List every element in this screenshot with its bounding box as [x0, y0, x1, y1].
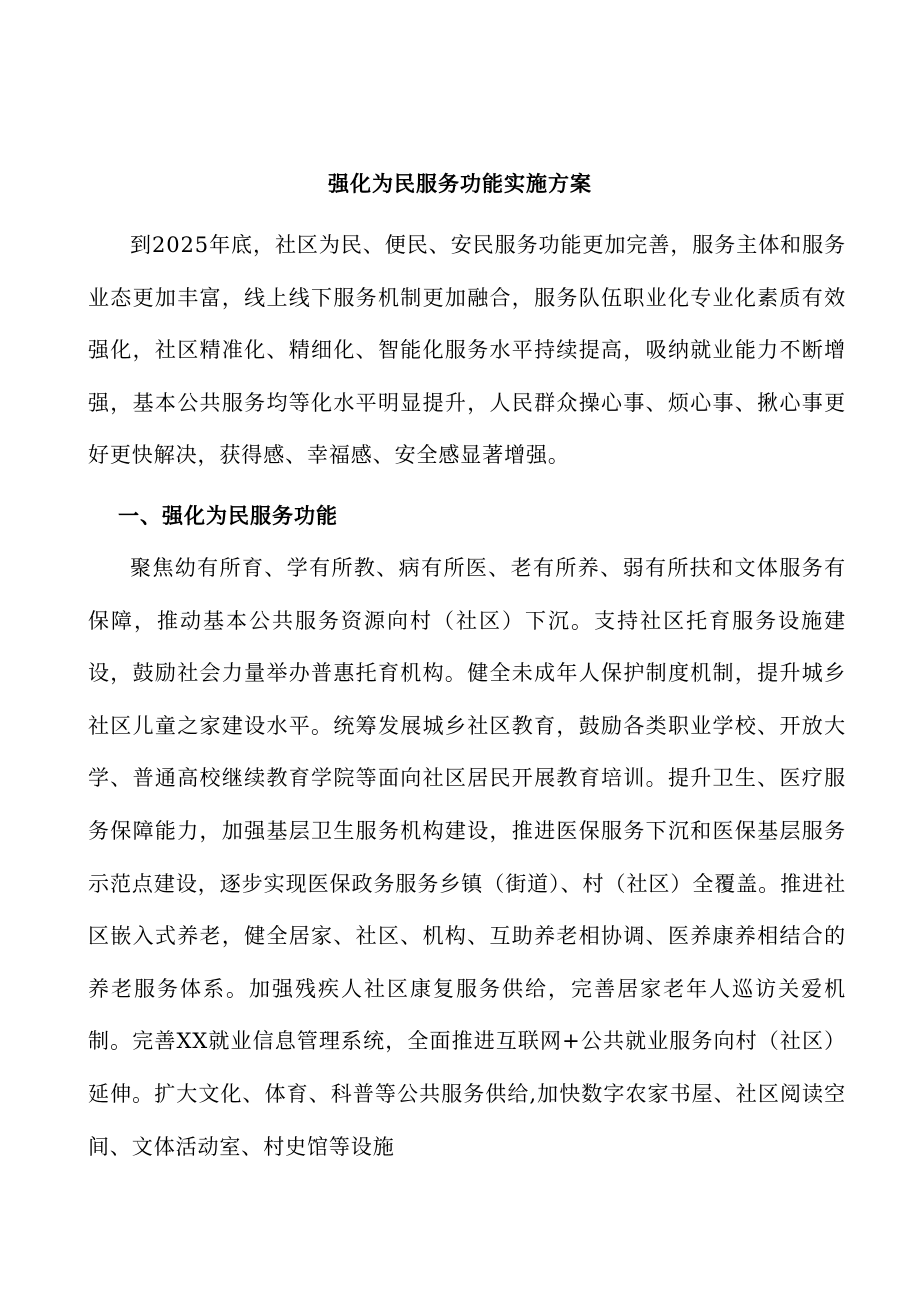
section-heading: 一、强化为民服务功能 — [118, 503, 338, 528]
document-title: 强化为民服务功能实施方案 — [328, 171, 592, 196]
section-paragraph: 聚焦幼有所育、学有所教、病有所医、老有所养、弱有所扶和文体服务有保障，推动基本公共服务资源向村（社区）下沉。支持社区托育服务设施建设，鼓励社会力量举办普惠托育机构。健全未成年人保护制度机制，提升城乡社区儿童之家建设水平。统筹发展城乡社区教育，鼓励各类职业学校、开放大学、普通高校继续教育学院等面向社区居民开展教育培训。提升卫生、医疗服务保障能力，加强基层卫生服务机构建设，推进医保服务下沉和医保基层服务示范点建设，逐步实现医保政务服务乡镇（街道）、村（社区）全覆盖。推进社区嵌入式养老，健全居家、社区、机构、互助养老相协调、医养康养相结合的养老服务体系。加强残疾人社区康复服务供给，完善居家老年人巡访关爱机制。完善XX就业信息管理系统，全面推进互联网+公共就业服务向村（社区）延伸。扩大文化、体育、科普等公共服务供给,加快数字农家书屋、社区阅读空间、文体活动室、村史馆等设施 — [88, 556, 846, 1159]
intro-paragraph: 到2025年底，社区为民、便民、安民服务功能更加完善，服务主体和服务业态更加丰富，线上线下服务机制更加融合，服务队伍职业化专业化素质有效强化，社区精准化、精细化、智能化服务水平持续提高，吸纳就业能力不断增强，基本公共服务均等化水平明显提升，人民群众操心事、烦心事、揪心事更好更快解决，获得感、幸福感、安全感显著增强。 — [88, 233, 846, 468]
